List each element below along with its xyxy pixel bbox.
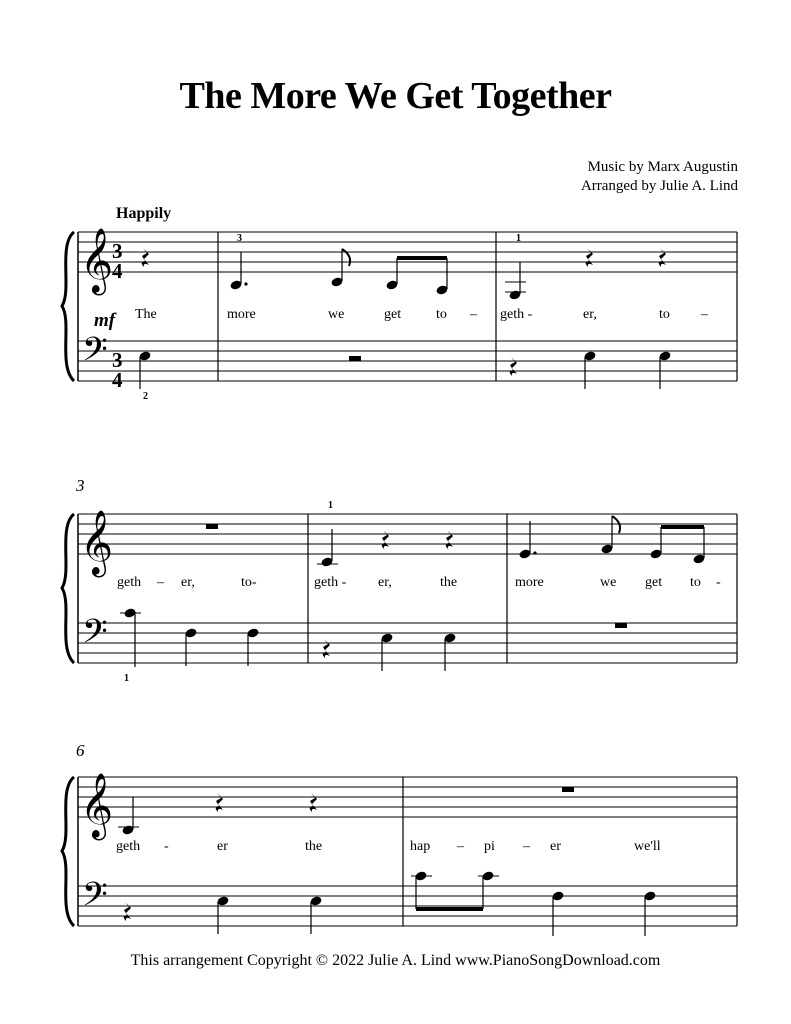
bass-staff	[78, 886, 737, 926]
lyric-syllable: to	[659, 307, 670, 322]
quarter-rest	[323, 639, 330, 658]
note	[583, 350, 596, 389]
lyric-syllable: to	[436, 307, 447, 322]
lyric-syllable: geth -	[314, 575, 347, 590]
note	[246, 627, 259, 666]
note	[518, 521, 536, 560]
bass-staff	[78, 623, 737, 663]
lyric-hyphen: –	[457, 839, 464, 854]
note	[120, 607, 141, 667]
lyric-syllable: the	[440, 575, 458, 590]
whole-rest	[562, 787, 574, 792]
brace	[62, 777, 74, 926]
lyric-syllable: hap	[410, 839, 431, 854]
note	[216, 895, 229, 934]
composer-credit: Music by Marx Augustin	[587, 159, 738, 175]
time-sig-top: 3	[112, 348, 123, 372]
fingering: 3	[237, 233, 242, 244]
lyrics-line	[117, 575, 721, 590]
treble-staff	[78, 777, 737, 817]
brace	[62, 232, 74, 381]
quarter-rest	[510, 357, 517, 376]
note	[643, 890, 656, 936]
tempo-marking: Happily	[116, 205, 172, 222]
lyric-syllable: er,	[181, 575, 195, 590]
note	[309, 895, 322, 934]
quarter-rest	[446, 530, 453, 549]
lyric-hyphen: –	[157, 575, 164, 590]
note	[551, 890, 564, 936]
note	[317, 529, 338, 568]
dynamic-marking: mf	[94, 310, 116, 331]
treble-clef-icon: 𝄞	[80, 228, 114, 293]
quarter-rest	[216, 793, 223, 812]
quarter-rest	[382, 530, 389, 549]
lyric-syllable: get	[645, 575, 663, 590]
system-1	[62, 228, 737, 402]
lyrics-line	[116, 839, 661, 854]
measure-number: 3	[76, 476, 85, 495]
lyric-syllable: geth -	[500, 307, 533, 322]
note	[330, 249, 350, 288]
beamed-notes	[385, 258, 448, 296]
quarter-rest	[586, 248, 593, 267]
lyric-syllable: er,	[583, 307, 597, 322]
lyric-syllable: geth	[116, 839, 141, 854]
beamed-notes	[411, 870, 499, 909]
lyric-syllable: more	[227, 307, 256, 322]
note	[443, 632, 456, 671]
lyric-syllable: we'll	[634, 839, 661, 854]
quarter-rest	[659, 248, 666, 267]
note	[658, 350, 671, 389]
treble-staff	[78, 514, 737, 554]
copyright-footer: This arrangement Copyright © 2022 Julie A. Lind www.PianoSongDownload.com	[130, 952, 661, 969]
system-2	[62, 476, 737, 684]
brace	[62, 514, 74, 663]
time-sig-top: 3	[112, 239, 123, 263]
quarter-rest	[310, 793, 317, 812]
barlines	[403, 777, 737, 926]
fingering: 1	[516, 233, 521, 244]
lyric-syllable: to-	[241, 575, 257, 590]
note	[138, 350, 151, 389]
note	[505, 262, 526, 301]
lyric-syllable: pi	[484, 839, 495, 854]
page-title: The More We Get Together	[179, 75, 612, 117]
lyric-syllable: more	[515, 575, 544, 590]
note	[118, 797, 139, 836]
bass-clef-icon: 𝄢	[82, 613, 108, 659]
lyric-syllable: the	[305, 839, 323, 854]
treble-clef-icon: 𝄞	[80, 773, 114, 838]
whole-rest	[615, 623, 627, 628]
bass-clef-icon: 𝄢	[82, 331, 108, 377]
lyric-syllable: er	[217, 839, 228, 854]
lyric-hyphen: –	[701, 307, 708, 322]
lyric-syllable: geth	[117, 575, 142, 590]
quarter-rest	[142, 248, 149, 267]
lyric-hyphen: –	[470, 307, 477, 322]
lyric-hyphen: –	[523, 839, 530, 854]
fingering: 2	[143, 391, 148, 402]
lyric-syllable: get	[384, 307, 402, 322]
bass-clef-icon: 𝄢	[82, 876, 108, 922]
lyric-syllable: we	[600, 575, 617, 590]
fingering: 1	[328, 500, 333, 511]
note	[229, 252, 247, 291]
treble-clef-icon: 𝄞	[80, 510, 114, 575]
whole-rest	[206, 524, 218, 529]
measure-number: 6	[76, 741, 85, 760]
lyric-syllable: er	[550, 839, 561, 854]
note	[184, 627, 197, 666]
note	[380, 632, 393, 671]
lyric-syllable: we	[328, 307, 345, 322]
system-3	[62, 741, 737, 936]
whole-rest	[349, 356, 361, 361]
time-sig-bottom: 4	[112, 368, 123, 392]
fingering: 1	[124, 673, 129, 684]
time-sig-bottom: 4	[112, 259, 123, 283]
lyric-hyphen: -	[716, 575, 721, 590]
arranger-credit: Arranged by Julie A. Lind	[580, 178, 738, 194]
lyric-syllable: The	[135, 307, 157, 322]
lyrics-line	[135, 307, 709, 322]
lyric-syllable: to	[690, 575, 701, 590]
beamed-notes	[649, 527, 705, 565]
note	[600, 516, 620, 555]
lyric-hyphen: -	[164, 839, 169, 854]
quarter-rest	[124, 902, 131, 921]
lyric-syllable: er,	[378, 575, 392, 590]
treble-staff	[78, 232, 737, 272]
bass-staff	[78, 341, 737, 381]
